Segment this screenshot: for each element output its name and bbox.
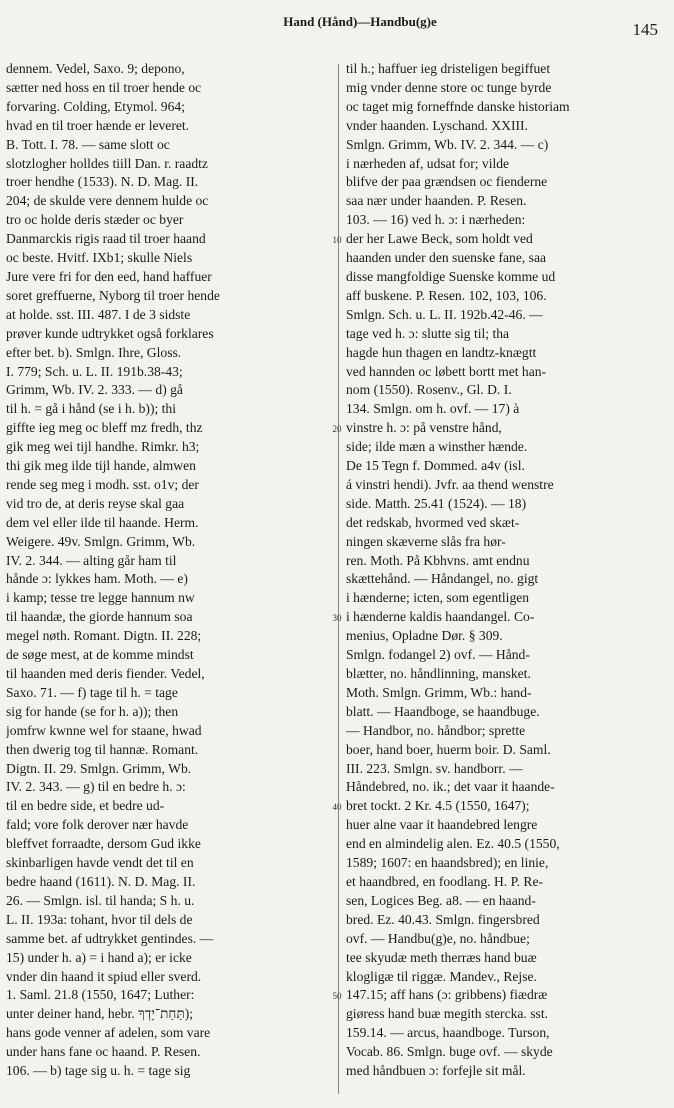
text-line: til h. = gå i hånd (se i h. b)); thi [6,401,177,417]
text-line: slotzlogher holldes tiill Dan. r. raadtz [6,155,208,171]
text-line: ved hannden oc løbett bortt met han- [346,363,547,379]
margin-line-number: 10 [332,235,342,246]
text-line: tro oc holde deris stæder oc byer [6,212,184,228]
text-line: Håndebred, no. ik.; det vaar it haande- [346,779,555,795]
text-line: blatt. — Haandboge, se haandbuge. [346,703,540,719]
text-line: vnder haanden. Lyschand. XXIII. [346,117,528,133]
text-line: 15) under h. a) = i hand a); er icke [6,949,192,965]
text-line: Saxo. 71. — f) tage til h. = tage [6,684,178,700]
text-line: Smlgn. Grimm, Wb. IV. 2. 344. — c) [346,136,549,152]
text-line: tee skyudæ meth therræs hand buæ [346,949,537,965]
text-line: 1589; 1607: en haandsbred); en linie, [346,855,549,871]
text-line: i nærheden af, udsat for; vilde [346,155,510,171]
text-line: de søge mest, at de komme mindst [6,647,194,663]
text-line: ningen skæverne slås fra hør- [346,533,506,549]
text-line: hånde ɔ: lykkes ham. Moth. — e) [6,571,188,587]
text-line: unter deiner hand, hebr. תַּחַת־יָדְךָ); [6,1006,194,1022]
text-line: 147.15; aff hans (ɔ: gribbens) fiædræ [346,987,548,1003]
text-line: hans gode venner af adelen, som vare [6,1025,211,1041]
text-line: Jure vere fri for den eed, hand haffuer [6,268,212,284]
text-line: jomfrw kwnne wel for staane, hwad [6,722,202,738]
text-line: end en almindelig alen. Ez. 40.5 (1550, [346,836,560,852]
text-line: dem vel eller ilde til haande. Herm. [6,514,199,530]
text-line: med håndbuen ɔ: forfejle sit mål. [346,1063,526,1079]
text-line: vinstre h. ɔ: på venstre hånd, [346,420,502,436]
text-line: i kamp; tesse tre legge hannum nw [6,590,195,606]
text-line: der her Lawe Beck, som holdt ved [346,231,533,247]
text-line: megel nøth. Romant. Digtn. II. 228; [6,628,202,644]
text-line: IV. 2. 344. — alting går ham til [6,552,177,568]
text-line: prøver kunde udtrykket også forklares [6,325,214,341]
text-line: til haandæ, the giorde hannum soa [6,609,193,625]
text-line: IV. 2. 343. — g) til en bedre h. ɔ: [6,779,186,795]
text-line: til haanden med deris fiender. Vedel, [6,666,205,681]
text-line: dennem. Vedel, Saxo. 9; depono, [6,61,185,76]
text-line: oc beste. Hvitf. IXb1; skulle Niels [6,250,193,266]
margin-line-number: 50 [332,991,342,1002]
text-line: I. 779; Sch. u. L. II. 191b.38-43; [6,363,183,379]
text-line: sen, Logices Beg. a8. — en haand- [346,892,536,908]
text-line: rende seg meg i modh. sst. o1v; der [6,476,199,492]
text-line: mig vnder denne store oc tunge byrde [346,79,552,95]
text-line: De 15 Tegn f. Dommed. a4v (isl. [346,458,525,474]
text-line: i hænderne; icten, som egentligen [346,590,530,606]
text-line: sig for hande (se for h. a)); then [6,703,179,719]
margin-line-number: 20 [332,424,342,435]
margin-line-number: 40 [332,802,342,813]
text-line: soret greffuerne, Nyborg til troer hende [6,287,220,303]
text-line: Smlgn. fodangel 2) ovf. — Hånd- [346,647,530,663]
margin-line-number: 30 [332,613,342,624]
text-line: B. Tott. I. 78. — same slott oc [6,136,170,152]
text-line: giøress hand buæ megith stercka. sst. [346,1006,548,1022]
text-line: i hænderne kaldis haandangel. Co- [346,609,535,625]
text-line: side. Matth. 25.41 (1524). — 18) [346,495,527,511]
page-number: 145 [632,20,658,39]
text-line: saa nær under haanden. P. Resen. [346,193,527,209]
text-line: tage ved h. ɔ: slutte sig til; tha [346,325,510,341]
text-line: 103. — 16) ved h. ɔ: i nærheden: [346,212,526,228]
text-line: bret tockt. 2 Kr. 4.5 (1550, 1647); [346,798,530,814]
text-line: thi gik meg ilde tijl hande, almwen [6,458,196,474]
text-line: then dwerig tog til hannæ. Romant. [6,741,199,757]
text-line: Smlgn. Sch. u. L. II. 192b.42-46. — [346,306,543,322]
text-line: 106. — b) tage sig u. h. = tage sig [6,1063,191,1079]
text-line: aff buskene. P. Resen. 102, 103, 106. [346,287,547,303]
text-line: fald; vore folk derover nær havde [6,817,189,833]
text-line: haanden under den suenske fane, saa [346,250,547,266]
text-line: 204; de skulde vere dennem hulde oc [6,193,209,209]
text-line: Digtn. II. 29. Smlgn. Grimm, Wb. [6,760,192,776]
column-divider [338,64,339,1094]
text-line: side; ilde mæn a winsther hænde. [346,439,528,455]
text-line: menius, Opladne Dør. § 309. [346,628,503,644]
text-line: III. 223. Smlgn. sv. handborr. — [346,760,523,776]
right-column [346,60,668,1100]
text-line: 1. Saml. 21.8 (1550, 1647; Luther: [6,987,195,1003]
text-line: hvad en til troer hænde er leveret. [6,117,190,133]
text-line: bleffvet forraadte, dersom Gud ikke [6,836,201,852]
text-line: disse mangfoldige Suenske komme ud [346,268,556,284]
text-line: 159.14. — arcus, haandboge. Turson, [346,1025,550,1041]
text-line: under hans fane oc haand. P. Resen. [6,1044,201,1060]
text-line: at holde. sst. III. 487. I de 3 sidste [6,306,191,322]
text-line: ren. Moth. På Kbhvns. amt endnu [346,552,530,568]
text-line: troer hendhe (1533). N. D. Mag. II. [6,174,199,190]
text-line: bred. Ez. 40.43. Smlgn. fingersbred [346,911,540,927]
text-line: L. II. 193a: tohant, hvor til dels de [6,911,193,927]
text-line: det redskab, hvormed ved skæt- [346,514,520,530]
text-line: Grimm, Wb. IV. 2. 333. — d) gå [6,382,183,398]
text-line: til h.; haffuer ieg dristeligen begiffuet [346,61,551,76]
text-line: nom (1550). Rosenv., Gl. D. I. [346,382,512,398]
text-line: blætter, no. håndlinning, mansket. [346,666,531,681]
text-line: boer, hand boer, huerm boir. D. Saml. [346,741,551,757]
text-line: vnder din haand it spiud eller sverd. [6,968,202,984]
text-line: huer alne vaar it haandebred lengre [346,817,538,833]
text-line: Danmarckis rigis raad til troer haand [6,231,206,247]
text-line: forvaring. Colding, Etymol. 964; [6,98,185,114]
text-line: skinbarligen havde vendt det til en [6,855,194,871]
text-line: Vocab. 86. Smlgn. buge ovf. — skyde [346,1044,553,1060]
left-column [6,60,331,1100]
text-line: skættehånd. — Håndangel, no. gigt [346,571,539,587]
text-line: efter bet. b). Smlgn. Ihre, Gloss. [6,344,182,360]
text-line: 134. Smlgn. om h. ovf. — 17) à [346,401,520,417]
text-line: giffte ieg meg oc bleff mz fredh, thz [6,420,203,436]
page-header-title: Hand (Hånd)—Handbu(g)e [283,14,437,29]
text-line: bedre haand (1611). N. D. Mag. II. [6,873,196,889]
running-header [0,14,674,44]
text-line: blifve der paa grændsen oc fienderne [346,174,548,190]
text-line: klogligæ til riggæ. Mandev., Rejse. [346,968,537,984]
text-line: ovf. — Handbu(g)e, no. håndbue; [346,930,530,946]
text-line: 26. — Smlgn. isl. til handa; S h. u. [6,892,195,908]
text-line: hagde hun thagen en landtz-knægtt [346,344,537,360]
text-line: gik meg wei tijl handhe. Rimkr. h3; [6,439,200,455]
text-line: vid tro de, at deris reyse skal gaa [6,495,185,511]
text-line: til en bedre side, et bedre ud- [6,798,165,814]
text-line: — Handbor, no. håndbor; sprette [346,722,526,738]
text-line: Weigere. 49v. Smlgn. Grimm, Wb. [6,533,196,549]
text-line: samme bet. af udtrykket gentindes. — [6,930,214,946]
text-line: Moth. Smlgn. Grimm, Wb.: hand- [346,684,532,700]
text-line: á vinstri hendi). Jvfr. aa thend wenstre [346,476,554,492]
text-line: oc taget mig forneffnde danske historiam [346,98,570,114]
text-line: sætter ned hoss en til troer hende oc [6,79,202,95]
text-line: et haandbred, en foodlang. H. P. Re- [346,873,544,889]
